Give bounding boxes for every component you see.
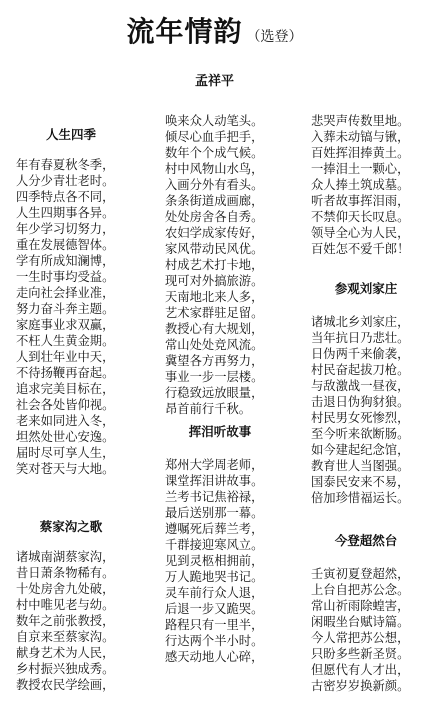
poem-line: 不枉人生黄金期。	[16, 334, 115, 348]
poem-line: 数年个个成气候。	[165, 146, 264, 160]
poem-line: 四季特点各不同，	[16, 190, 115, 204]
poem-tears-story	[165, 424, 275, 664]
poem-line: 至今听来欲断肠。	[311, 427, 410, 441]
poem-title: 参观刘家庄	[334, 281, 398, 296]
poem-line: 入葬未动镐与锹，	[311, 130, 410, 144]
poem-line: 人分少青壮老时。	[16, 174, 115, 188]
poem-line: 学有所成知澜博，	[16, 254, 115, 268]
poem-line: 千群接迎寒风立。	[165, 538, 264, 552]
poem-line: 人到壮年业中天，	[16, 350, 115, 364]
poem-line: 见到灵柩相拥前，	[165, 554, 264, 568]
poem-title: 挥泪听故事	[188, 424, 252, 439]
poem-liu-village	[311, 281, 421, 505]
poem-line: 教授农民学绘画，	[16, 678, 115, 692]
poem-line: 击退日伪狗豺狼。	[311, 395, 410, 409]
poem-line: 教授心有大规划，	[165, 322, 264, 336]
poem-line: 村民男女死惨烈，	[311, 411, 410, 425]
poem-line: 事业一步一层楼。	[165, 370, 264, 384]
poem-line: 路程只有一里半，	[165, 618, 264, 632]
poem-line: 农妇学成家传好，	[165, 226, 264, 240]
poem-line: 乡村振兴独成秀。	[16, 662, 115, 676]
poem-line: 感天动地人心碎，	[165, 650, 264, 664]
poem-line: 兰考书记焦裕禄，	[165, 490, 264, 504]
poem-line: 后退一步又跪哭。	[165, 602, 264, 616]
poem-line: 常山祈雨除蝗害，	[311, 599, 410, 613]
poem-life-seasons	[16, 127, 126, 476]
poem-line: 昔日萧条物稀有。	[16, 566, 115, 580]
poem-line: 听者故事挥泪雨，	[311, 194, 410, 208]
poem-line: 古密岁岁换新颜。	[311, 679, 410, 693]
poem-line: 献身艺术为人民，	[16, 646, 115, 660]
poem-line: 如今建起纪念馆，	[311, 443, 410, 457]
poem-line: 家庭事业求双赢，	[16, 318, 115, 332]
poem-line: 人生四期事各异。	[16, 206, 115, 220]
poem-line: 坦然处世心安逸。	[16, 430, 115, 444]
poem-line: 常山处处竞风流。	[165, 338, 264, 352]
poem-line: 不禁仰天长叹息。	[311, 210, 410, 224]
poem-line: 届时尽可享人生，	[16, 446, 115, 460]
poem-line: 诸城北乡刘家庄，	[311, 315, 410, 329]
poem-line: 年有春夏秋冬季，	[16, 158, 115, 172]
poem-line: 数年之前张教授，	[16, 614, 115, 628]
poem-line: 冀望各方再努力，	[165, 354, 264, 368]
poem-line: 十处房舍九处破，	[16, 582, 115, 596]
poem-line: 诸城南湖蔡家沟，	[16, 550, 115, 564]
poem-line: 只盼多些新圣贤。	[311, 647, 410, 661]
poem-line: 国泰民安来不易，	[311, 475, 410, 489]
poem-line: 与敌激战一昼夜，	[311, 379, 410, 393]
poem-line: 一生时事均受益。	[16, 270, 115, 284]
poem-line: 倾尽心血手把手，	[165, 130, 264, 144]
poem-line: 但愿代有人才出，	[311, 663, 410, 677]
poem-line: 天南地北来人多，	[165, 290, 264, 304]
poem-chaoran	[311, 533, 421, 693]
poem-line: 一捧泪土一颗心，	[311, 162, 410, 176]
poem-line: 灵车前行众人退，	[165, 586, 264, 600]
poem-line: 村成艺术打卡地，	[165, 258, 264, 272]
poem-line: 倍加珍惜福运长。	[311, 491, 410, 505]
poem-line: 课堂挥泪讲故事。	[165, 474, 264, 488]
poem-line: 老来如同进入冬，	[16, 414, 115, 428]
poem-line: 社会各处皆仰视。	[16, 398, 115, 412]
poem-line: 行达两个半小时。	[165, 634, 264, 648]
poem-line: 艺术家群驻足留。	[165, 306, 264, 320]
poem-cai-jia-gou	[16, 519, 126, 692]
poem-line: 领导全心为人民，	[311, 226, 410, 240]
poem-line: 处处房舍各自秀。	[165, 210, 264, 224]
poem-line: 笑对苍天与大地。	[16, 462, 115, 476]
poem-title: 今登超然台	[334, 533, 398, 548]
poem-line: 众人捧土筑成墓。	[311, 178, 410, 192]
poem-line: 闲暇坐台赋诗篇。	[311, 615, 410, 629]
poem-line: 家风带动民风优。	[165, 242, 264, 256]
poem-line: 遵嘱死后葬兰考，	[165, 522, 264, 536]
poem-line: 百姓挥泪捧黄土。	[311, 146, 410, 160]
poem-line: 村中唯见老与幼。	[16, 598, 115, 612]
poem-line: 走向社会择业准，	[16, 286, 115, 300]
document-subtitle: （选登）	[246, 29, 303, 45]
poem-line: 重在发展德智体。	[16, 238, 115, 252]
poem-title: 人生四季	[45, 127, 96, 142]
poem-line: 最后送别那一幕。	[165, 506, 264, 520]
poem-line: 当年抗日乃悲壮。	[311, 331, 410, 345]
author-name: 孟祥平	[194, 74, 234, 89]
poem-line: 自京来至蔡家沟。	[16, 630, 115, 644]
poem-line: 日伪两千来偷袭，	[311, 347, 410, 361]
poem-line: 现可对外搞旅游。	[165, 274, 264, 288]
poem-line: 追求完美目标在，	[16, 382, 115, 396]
poem-line: 壬寅初夏登超然，	[311, 567, 410, 581]
title-row	[0, 10, 429, 50]
poem-line: 唤来众人动笔头。	[165, 114, 264, 128]
poem-line: 郑州大学周老师，	[165, 458, 264, 472]
poem-line: 昂首前行千秋。	[165, 402, 252, 416]
poem-line: 努力奋斗奔主题。	[16, 302, 115, 316]
poem-line: 上台自把苏公念。	[311, 583, 410, 597]
document-title: 流年情韵	[126, 15, 243, 48]
poem-line: 百姓怎不爱千郎！	[311, 242, 410, 256]
poem-line: 行稳致远放眼量，	[165, 386, 264, 400]
poem-line: 入画分外有看头。	[165, 178, 264, 192]
poem-title: 蔡家沟之歌	[39, 519, 103, 534]
poem-line: 悲哭声传数里地。	[311, 114, 410, 128]
poem-line: 年少学习切努力，	[16, 222, 115, 236]
poem-line: 不待扬鞭再奋起。	[16, 366, 115, 380]
poem-line: 教育世人当图强。	[311, 459, 410, 473]
poem-line: 今人常把苏公想，	[311, 631, 410, 645]
poem-line: 村民奋起拔刀枪。	[311, 363, 410, 377]
poem-line: 村中风物山水鸟，	[165, 162, 264, 176]
poem-line: 万人跪地哭书记。	[165, 570, 264, 584]
poem-line: 条条街道成画廊，	[165, 194, 264, 208]
